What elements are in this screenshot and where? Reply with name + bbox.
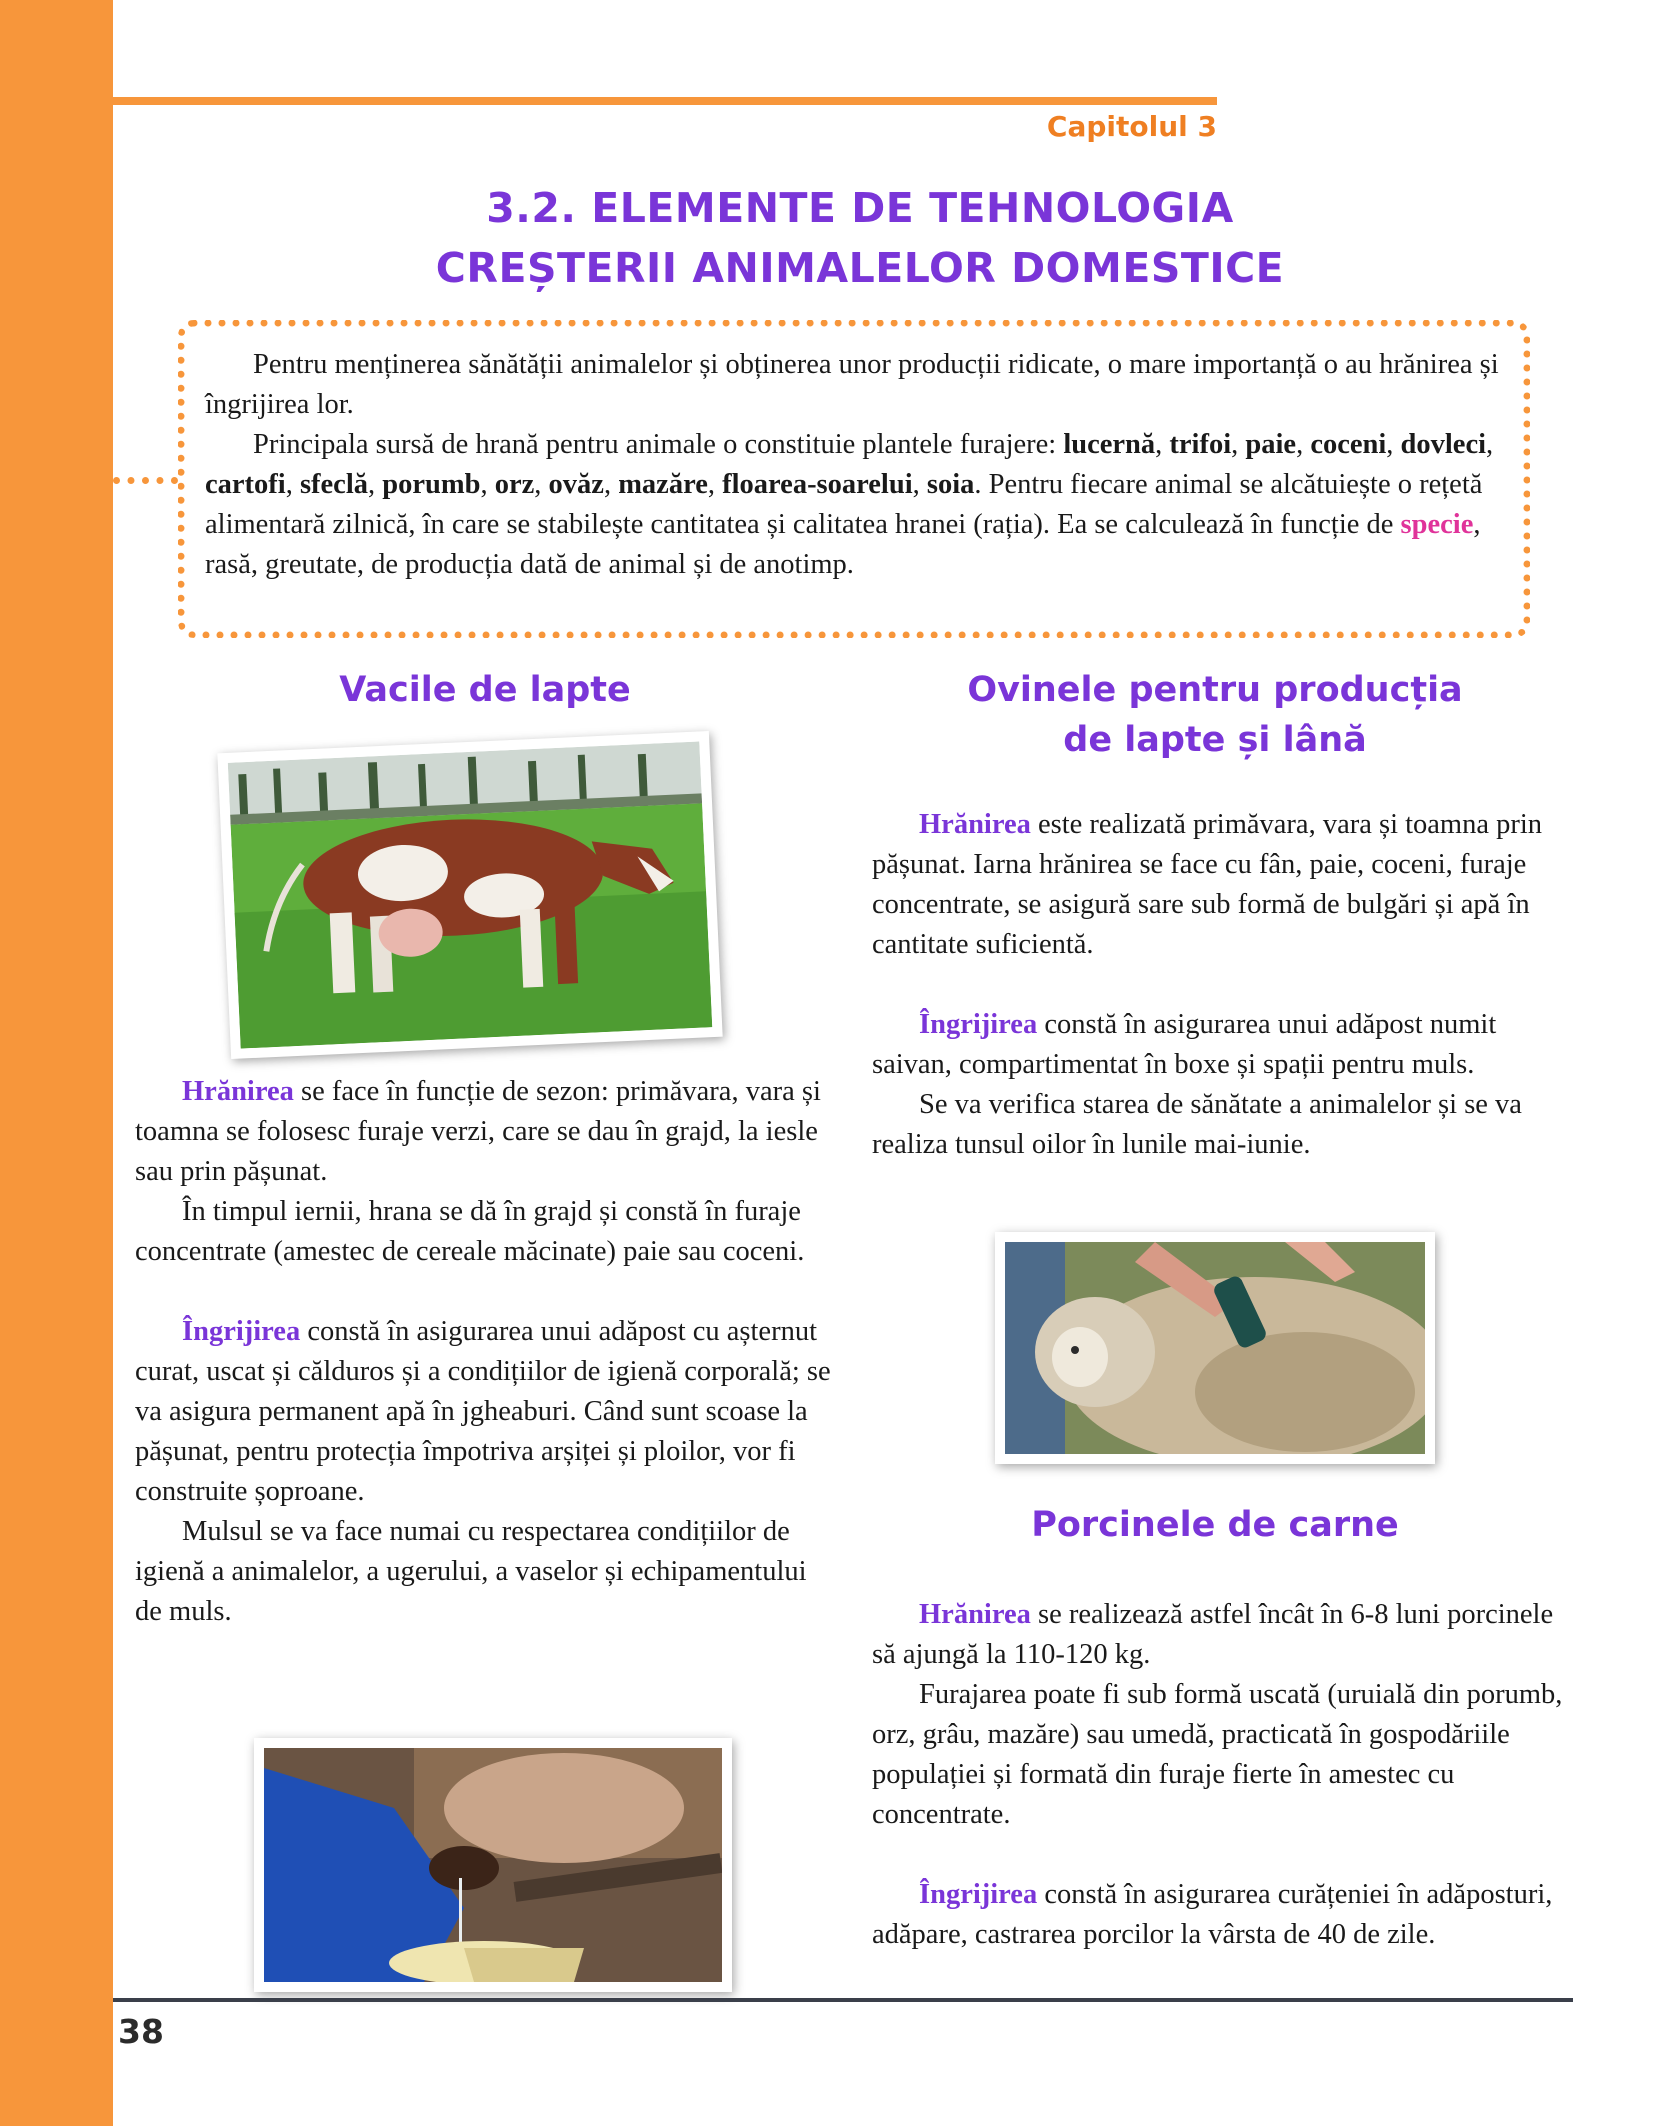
intro-text (205, 345, 1505, 585)
plant-term: trifoi (1169, 429, 1232, 460)
page-title (380, 178, 1340, 298)
cows-care-paragraph (135, 1312, 840, 1512)
keyword-care: Îngrijirea (182, 1316, 301, 1347)
plant-term: sfeclă (299, 469, 369, 500)
pigs-care-text: constă în asigurarea curățeniei în adăposturi, adăpare, castrarea porcilor la vârsta de 40 de zile. (872, 1879, 1553, 1950)
top-rule (113, 97, 1217, 105)
intro-connector (113, 477, 178, 484)
plant-term: floarea-soarelui (722, 469, 913, 500)
section-heading-sheep (865, 665, 1565, 765)
pigs-care-paragraph (872, 1875, 1572, 1955)
cows-feed-text: se face în funcție de sezon: primăvara, vara și toamna se folosesc furaje verzi, care se dau în grajd, la iesle sau prin pășunat. (135, 1076, 821, 1187)
plant-term: coceni (1310, 429, 1387, 460)
plant-term: lucernă (1063, 429, 1156, 460)
title-line-2: CREȘTERII ANIMALELOR DOMESTICE (435, 244, 1285, 292)
intro-paragraph-1: Pentru menținerea sănătății animalelor și obținerea unor producții ridicate, o mare importanță o au hrănirea și îngrijirea lor. (205, 349, 1499, 420)
keyword-feeding: Hrănirea (919, 1599, 1031, 1630)
plant-term: paie (1245, 429, 1297, 460)
pigs-text (872, 1595, 1572, 1955)
plant-term: porumb (382, 469, 481, 500)
intro-p2-start: Principala sursă de hrană pentru animale o constituie plantele furajere: (253, 429, 1064, 460)
plant-term: cartofi (205, 469, 286, 500)
keyword-care: Îngrijirea (919, 1009, 1038, 1040)
pigs-feed-paragraph (872, 1595, 1572, 1675)
keyword-feeding: Hrănirea (919, 809, 1031, 840)
sheep-text (872, 805, 1572, 1165)
plant-term: soia (926, 469, 975, 500)
sheep-heading-line-2: de lapte și lână (1063, 720, 1367, 760)
milking-image (264, 1748, 722, 1982)
keyword-care: Îngrijirea (919, 1879, 1038, 1910)
sheep-feed-paragraph (872, 805, 1572, 965)
bottom-rule (113, 1998, 1573, 2002)
sheep-heading-line-1: Ovinele pentru producția (967, 670, 1463, 710)
left-orange-bar (0, 0, 113, 2126)
intro-p2-end: , rasă, greutate, de producția dată de animal și de anotimp. (205, 509, 1481, 580)
cows-text (135, 1072, 840, 1632)
pigs-forage-paragraph: Furajarea poate fi sub formă uscată (uruială din porumb, orz, grâu, mazăre) sau umedă, practicată în gospodăriile populației și formată din furaje fierte în amestec cu concentrate. (872, 1679, 1563, 1830)
plant-term: ovăz (548, 469, 604, 500)
intro-p2-mid: . Pentru fiecare animal se alcătuiește o rețetă alimentară zilnică, în care se stabilește cantitatea și calitatea hranei (rația). Ea se calculează în funcție de (205, 469, 1483, 540)
milking-photo (254, 1738, 732, 1992)
section-heading-pigs: Porcinele de carne (1031, 1505, 1399, 1545)
cows-care-text: constă în asigurarea unui adăpost cu așternut curat, uscat și călduros și a condițiilor de igienă corporală; se va asigura permanent apă în jgheaburi. Când sunt scoase la pășunat, pentru protecția împotriva arșiței și ploilor, vor fi construite șoproane. (135, 1316, 831, 1507)
sheep-shearing-image (1005, 1242, 1425, 1454)
plant-term: orz (494, 469, 535, 500)
specie-highlight: specie (1400, 509, 1474, 540)
title-line-1: 3.2. ELEMENTE DE TEHNOLOGIA (486, 184, 1234, 232)
plant-term: dovleci (1400, 429, 1487, 460)
cows-winter-paragraph: În timpul iernii, hrana se dă în grajd și constă în furaje concentrate (amestec de cereale măcinate) paie sau coceni. (135, 1196, 805, 1267)
sheep-shearing-photo (995, 1232, 1435, 1464)
sheep-care-paragraph (872, 1005, 1572, 1085)
sheep-care-text: constă în asigurarea unui adăpost numit saivan, compartimentat în boxe și spații pentru muls. (872, 1009, 1497, 1080)
section-heading-cows: Vacile de lapte (339, 670, 631, 710)
plant-term: mazăre (618, 469, 708, 500)
intro-paragraph-2: Principala sursă de hrană pentru animale o constituie plantele furajere: lucernă, trifoi, paie, coceni, dovleci, cartofi, sfeclă, porumb, orz, ovăz, mazăre, floarea-soarelui, soia. Pentru fiecare animal se alcătuiește o rețetă alimentară zilnică, în care se stabilește cantitatea și calitatea hranei (rația). Ea se calculează în funcție de specie, rasă, greutate, de producția dată de animal și de anotimp. (205, 429, 1494, 580)
keyword-feeding: Hrănirea (182, 1076, 294, 1107)
sheep-feed-text: este realizată primăvara, vara și toamna prin pășunat. Iarna hrănirea se face cu fân, paie, coceni, furaje concentrate, se asigură sare sub formă de bulgări și apă în cantitate suficientă. (872, 809, 1543, 960)
page-number: 38 (118, 2012, 164, 2051)
pigs-feed-text: se realizează astfel încât în 6-8 luni porcinele să ajungă la 110-120 kg. (872, 1599, 1554, 1670)
cow-photo (217, 731, 722, 1059)
cows-milking-paragraph: Mulsul se va face numai cu respectarea condițiilor de igienă a animalelor, a ugerului, a vaselor și echipamentului de muls. (135, 1516, 807, 1627)
cows-feed-paragraph (135, 1072, 840, 1192)
cow-image (228, 741, 712, 1048)
sheep-health-paragraph: Se va verifica starea de sănătate a animalelor și se va realiza tunsul oilor în lunile mai-iunie. (872, 1089, 1522, 1160)
chapter-label: Capitolul 3 (1046, 110, 1217, 143)
